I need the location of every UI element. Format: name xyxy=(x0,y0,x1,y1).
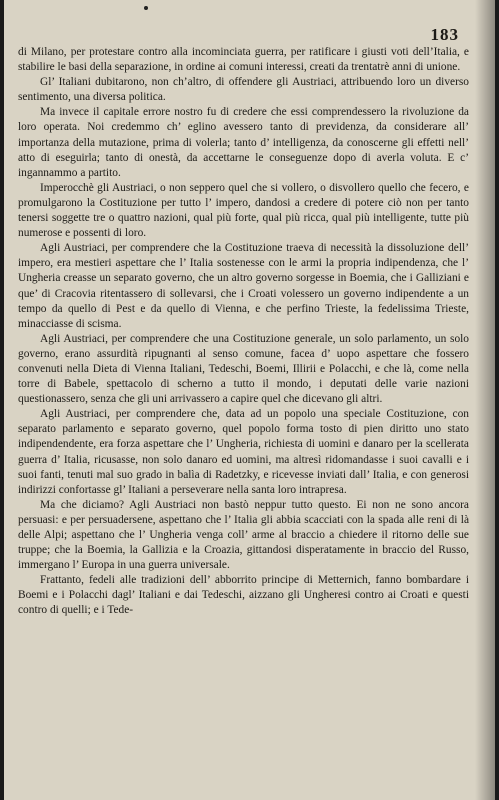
paragraph-8: Ma che diciamo? Agli Austriaci non bastò neppur tutto questo. Ei non ne sono ancora persuasi: e per persuadersene, aspettano che l’ Italia gli abbia scacciati con la spada alle reni di là delle Alpi; aspettano che l’ Ungheria venga coll’ arme al braccio a chiedere il ritorno delle sue truppe; che la Boemia, la Gallizia e la Croazia, gittandosi disperatamente in braccio del Russo, immergano l’ Europa in una guerra universale. xyxy=(18,498,469,572)
book-page xyxy=(4,0,495,800)
ink-mark xyxy=(144,6,148,10)
paragraph-3: Ma invece il capitale errore nostro fu di credere che essi comprendessero la rivoluzione da loro operata. Noi credemmo ch’ eglino avessero tanto di previdenza, da considerare all’ importanza della mutazione, prima di volerla; tanto d’ intelligenza, da conoscerne gli effetti nell’ atto di eseguirla; tanto di onestà, da accettarne le conseguenze dopo di averla voluta. E c’ ingannammo a partito. xyxy=(18,106,469,179)
paragraph-1: di Milano, per protestare contro alla incominciata guerra, per ratificare i giusti voti dell’Italia, e stabilire le basi della separazione, in ordine ai comuni interessi, creati da trentatrè anni di unione. xyxy=(18,46,469,74)
paragraph-2: Gl’ Italiani dubitarono, non ch’altro, di offendere gli Austriaci, attribuendo loro un diverso sentimento, una diversa politica. xyxy=(18,76,469,104)
paragraph-4: Imperocchè gli Austriaci, o non seppero quel che si vollero, o disvollero quello che fecero, e promulgarono la Costituzione per tutto l’ impero, dandosi a credere di potere ciò non per tanto tenersi soggette tre o quattro nazioni, qual più forte, qual più ricca, qual più intelligente, tutte più numerose e possenti di loro. xyxy=(18,181,469,240)
page-number: 183 xyxy=(430,25,459,44)
paragraph-5: Agli Austriaci, per comprendere che la Costituzione traeva di necessità la dissoluzione dell’ impero, era mestieri aspettare che l’ Italia sostenesse con le armi la propria indipendenza, che l’ Ungheria creasse un separato governo, che un altro governo sorgesse in Boemia, che i Galliziani e que’ di Cracovia ritentassero di sollevarsi, che i Croati volessero un governo indipendente a un tempo da quello di Pest e da quello di Vienna, e che perfino Trieste, la fedelissima Trieste, minacciasse di scisma. xyxy=(18,242,469,330)
paragraph-9: Frattanto, fedeli alle tradizioni dell’ abborrito principe di Metternich, fanno bombardare i Boemi e i Polacchi dagl’ Italiani e dai Tedeschi, aizzano gli Ungheresi contro ai Croati e questi contro di quelli; e i Tede- xyxy=(18,574,469,617)
page-text xyxy=(18,45,469,619)
paragraph-6: Agli Austriaci, per comprendere che una Costituzione generale, un solo parlamento, un solo governo, erano assurdità ripugnanti al senso comune, facea d’ uopo aspettare che fossero convenuti nella Dieta di Vienna Italiani, Tedeschi, Boemi, Illirii e Polacchi, e che là, come nella torre di Babele, spettacolo di scherno a tutto il mondo, i deputati delle varie nazioni questionassero, senza che gli uni arrivassero a capire quel che dicevano gli altri. xyxy=(18,332,469,406)
scan-edge xyxy=(0,760,4,800)
paragraph-7: Agli Austriaci, per comprendere che, data ad un popolo una speciale Costituzione, con separato parlamento e separato governo, quel popolo forma tosto di pien diritto uno stato indipendendente, era forza aspettare che l’ Ungheria, richiesta di uomini e danaro per la scellerata guerra d’ Italia, ricusasse, non solo danaro ed uomini, ma altresì ridomandasse i suoi cavalli e i suoi fanti, tenuti mal suo grado in balìa di Radetzky, e ricevesse inviati dall’ Italia, e con generosi indirizzi confortasse gl’ Italiani a perseverare nella santa loro intrapresa. xyxy=(18,408,469,496)
